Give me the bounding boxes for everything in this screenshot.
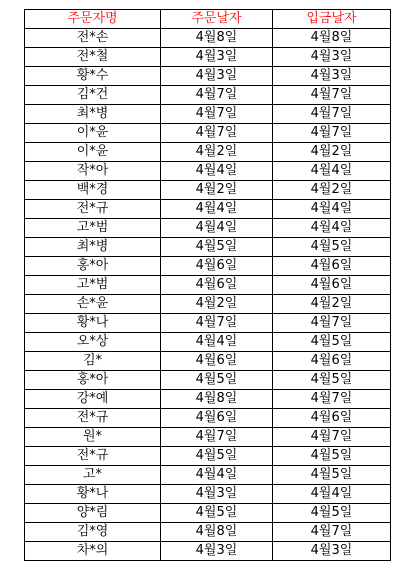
order-date-cell: 4월6일 [161, 409, 273, 428]
deposit-date-cell: 4월5일 [273, 238, 391, 257]
order-date-cell: 4월7일 [161, 86, 273, 105]
order-date-cell: 4월7일 [161, 428, 273, 447]
table-row [25, 466, 391, 485]
orderer-name-cell: 강*예 [25, 390, 161, 409]
order-date-cell: 4월3일 [161, 67, 273, 86]
orderer-name-cell: 전*규 [25, 447, 161, 466]
order-date-cell: 4월2일 [161, 143, 273, 162]
table-row [25, 257, 391, 276]
orderer-name-cell: 황*나 [25, 485, 161, 504]
orderer-name-cell: 작*아 [25, 162, 161, 181]
order-date-cell: 4월8일 [161, 523, 273, 542]
table-row [25, 428, 391, 447]
order-date-cell: 4월7일 [161, 105, 273, 124]
deposit-date-cell: 4월5일 [273, 333, 391, 352]
order-date-cell: 4월6일 [161, 276, 273, 295]
table-row [25, 523, 391, 542]
orderer-name-cell: 김* [25, 352, 161, 371]
table-row [25, 333, 391, 352]
orderer-name-cell: 김*영 [25, 523, 161, 542]
deposit-date-cell: 4월6일 [273, 276, 391, 295]
orderer-name-cell: 고* [25, 466, 161, 485]
deposit-date-cell: 4월5일 [273, 371, 391, 390]
orderer-name-cell: 홍*아 [25, 371, 161, 390]
table-row [25, 542, 391, 561]
deposit-date-cell: 4월4일 [273, 162, 391, 181]
table-row [25, 447, 391, 466]
orderer-name-cell: 차*의 [25, 542, 161, 561]
table-row [25, 200, 391, 219]
order-date-cell: 4월8일 [161, 390, 273, 409]
order-date-cell: 4월5일 [161, 447, 273, 466]
deposit-date-cell: 4월2일 [273, 295, 391, 314]
orderer-name-cell: 고*범 [25, 276, 161, 295]
deposit-date-cell: 4월5일 [273, 466, 391, 485]
table-row [25, 390, 391, 409]
deposit-date-cell: 4월8일 [273, 29, 391, 48]
table-row [25, 181, 391, 200]
table-body [25, 29, 391, 561]
orderer-name-cell: 전*철 [25, 48, 161, 67]
orderer-name-cell: 전*손 [25, 29, 161, 48]
table-row [25, 238, 391, 257]
deposit-date-cell: 4월4일 [273, 200, 391, 219]
deposit-date-cell: 4월7일 [273, 390, 391, 409]
table-row [25, 276, 391, 295]
deposit-date-cell: 4월2일 [273, 143, 391, 162]
orderer-name-cell: 고*범 [25, 219, 161, 238]
order-date-cell: 4월2일 [161, 295, 273, 314]
order-date-cell: 4월5일 [161, 504, 273, 523]
order-date-cell: 4월6일 [161, 352, 273, 371]
orderer-name-cell: 황*수 [25, 67, 161, 86]
deposit-date-cell: 4월5일 [273, 447, 391, 466]
order-date-cell: 4월3일 [161, 485, 273, 504]
order-date-cell: 4월7일 [161, 314, 273, 333]
table-row [25, 485, 391, 504]
table-row [25, 371, 391, 390]
deposit-date-cell: 4월6일 [273, 257, 391, 276]
order-date-cell: 4월6일 [161, 257, 273, 276]
order-date-cell: 4월5일 [161, 238, 273, 257]
orderer-name-cell: 손*윤 [25, 295, 161, 314]
order-date-cell: 4월3일 [161, 542, 273, 561]
deposit-date-cell: 4월7일 [273, 523, 391, 542]
orderer-name-cell: 전*규 [25, 409, 161, 428]
orderer-name-cell: 전*규 [25, 200, 161, 219]
order-date-cell: 4월8일 [161, 29, 273, 48]
orderer-name-cell: 이*윤 [25, 143, 161, 162]
deposit-date-cell: 4월6일 [273, 409, 391, 428]
deposit-date-cell: 4월3일 [273, 67, 391, 86]
table-row [25, 105, 391, 124]
deposit-date-cell: 4월7일 [273, 86, 391, 105]
deposit-date-cell: 4월4일 [273, 219, 391, 238]
orderer-name-cell: 백*경 [25, 181, 161, 200]
order-date-cell: 4월5일 [161, 371, 273, 390]
deposit-date-cell: 4월5일 [273, 504, 391, 523]
order-deposit-table [24, 9, 391, 561]
table-row [25, 314, 391, 333]
order-date-cell: 4월7일 [161, 124, 273, 143]
orderer-name-cell: 오*상 [25, 333, 161, 352]
table-row [25, 67, 391, 86]
table-row [25, 352, 391, 371]
deposit-date-cell: 4월6일 [273, 352, 391, 371]
deposit-date-cell: 4월7일 [273, 124, 391, 143]
deposit-date-cell: 4월2일 [273, 181, 391, 200]
header-order-date: 주문날자 [161, 10, 273, 29]
order-date-cell: 4월4일 [161, 200, 273, 219]
order-date-cell: 4월4일 [161, 466, 273, 485]
table-row [25, 219, 391, 238]
header-deposit-date: 입금날자 [273, 10, 391, 29]
table-row [25, 48, 391, 67]
orderer-name-cell: 양*림 [25, 504, 161, 523]
header-orderer-name: 주문자명 [25, 10, 161, 29]
table-row [25, 29, 391, 48]
table-row [25, 143, 391, 162]
deposit-date-cell: 4월7일 [273, 428, 391, 447]
order-date-cell: 4월3일 [161, 48, 273, 67]
table-row [25, 162, 391, 181]
table-row [25, 504, 391, 523]
orderer-name-cell: 황*나 [25, 314, 161, 333]
orderer-name-cell: 최*병 [25, 105, 161, 124]
orderer-name-cell: 최*병 [25, 238, 161, 257]
orderer-name-cell: 원* [25, 428, 161, 447]
order-date-cell: 4월4일 [161, 162, 273, 181]
deposit-date-cell: 4월7일 [273, 105, 391, 124]
table-row [25, 124, 391, 143]
table-header-row [25, 10, 391, 29]
deposit-date-cell: 4월3일 [273, 542, 391, 561]
orderer-name-cell: 이*윤 [25, 124, 161, 143]
deposit-date-cell: 4월4일 [273, 485, 391, 504]
order-date-cell: 4월4일 [161, 219, 273, 238]
table-row [25, 295, 391, 314]
table-row [25, 409, 391, 428]
table-row [25, 86, 391, 105]
order-date-cell: 4월4일 [161, 333, 273, 352]
orderer-name-cell: 김*건 [25, 86, 161, 105]
deposit-date-cell: 4월3일 [273, 48, 391, 67]
deposit-date-cell: 4월7일 [273, 314, 391, 333]
order-date-cell: 4월2일 [161, 181, 273, 200]
orderer-name-cell: 홍*아 [25, 257, 161, 276]
